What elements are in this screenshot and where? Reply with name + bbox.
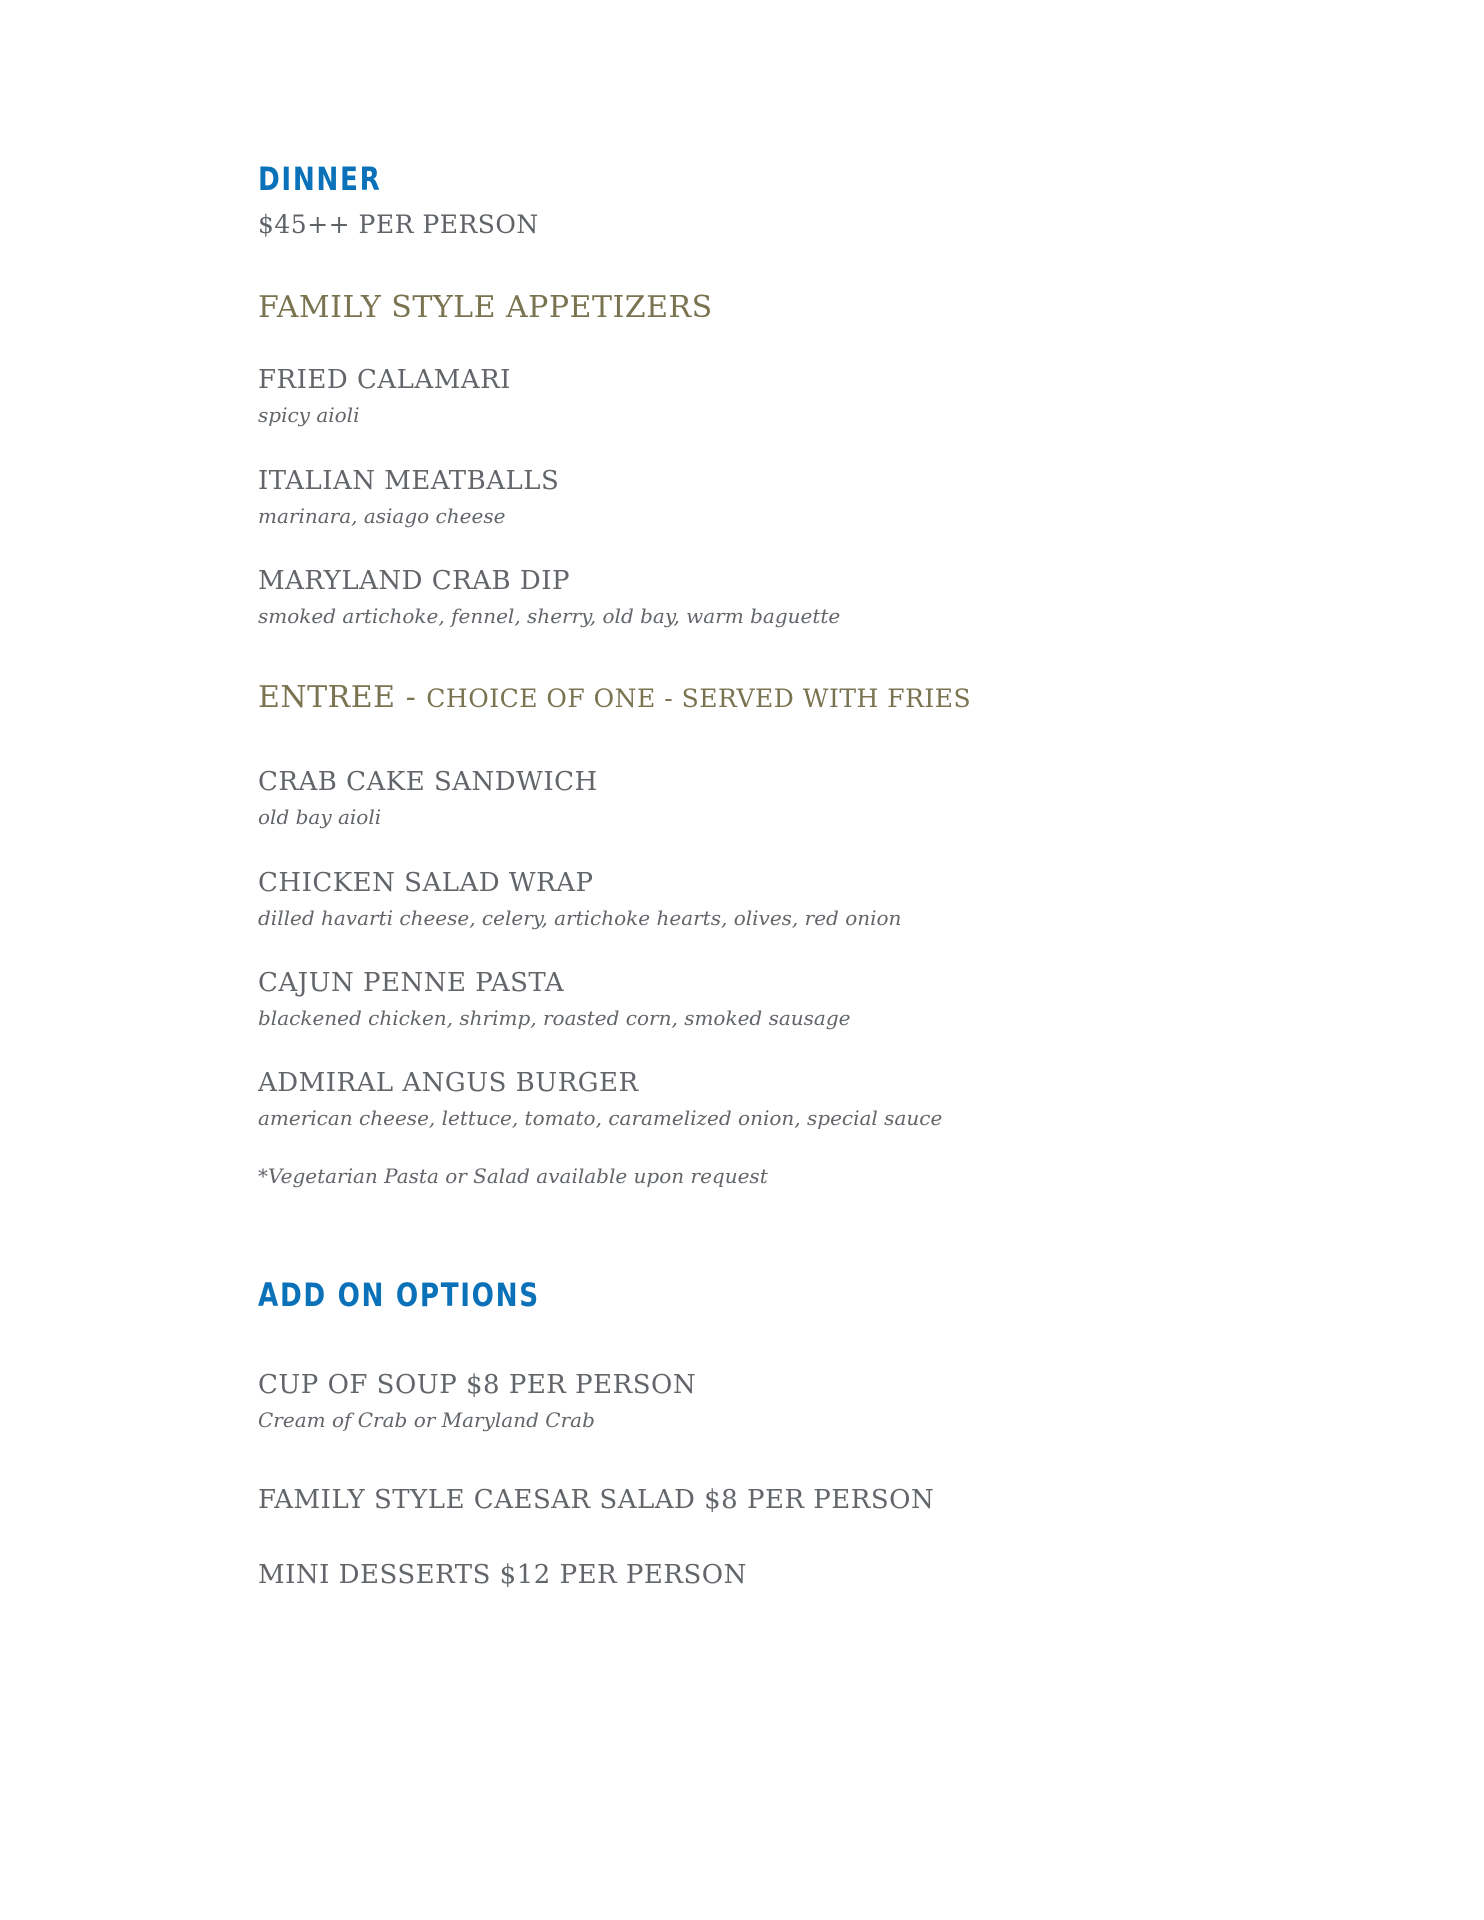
entree-desc: dilled havarti cheese, celery, artichoke hearts, olives, red onion xyxy=(258,906,902,930)
entree-heading-sub: CHOICE OF ONE - SERVED WITH FRIES xyxy=(426,684,972,713)
entree-desc: blackened chicken, shrimp, roasted corn, smoked sausage xyxy=(258,1006,851,1030)
addon-name: FAMILY STYLE CAESAR SALAD $8 PER PERSON xyxy=(258,1485,935,1515)
addon-name: MINI DESSERTS $12 PER PERSON xyxy=(258,1560,747,1590)
entree-heading xyxy=(258,680,971,715)
entree-name: CRAB CAKE SANDWICH xyxy=(258,767,598,797)
addon-name: CUP OF SOUP $8 PER PERSON xyxy=(258,1370,697,1400)
vegetarian-note: *Vegetarian Pasta or Salad available upon request xyxy=(258,1164,768,1188)
dinner-price: $45++ PER PERSON xyxy=(258,210,539,239)
entree-desc: old bay aioli xyxy=(258,805,382,829)
entree-heading-main: ENTREE - xyxy=(258,680,427,715)
appetizer-desc: marinara, asiago cheese xyxy=(258,504,506,528)
entree-desc: american cheese, lettuce, tomato, caramelized onion, special sauce xyxy=(258,1106,943,1130)
appetizer-name: ITALIAN MEATBALLS xyxy=(258,466,560,496)
entree-name: ADMIRAL ANGUS BURGER xyxy=(258,1068,639,1098)
appetizer-desc: spicy aioli xyxy=(258,403,360,427)
appetizer-name: MARYLAND CRAB DIP xyxy=(258,566,570,596)
addon-desc: Cream of Crab or Maryland Crab xyxy=(258,1408,595,1432)
appetizer-name: FRIED CALAMARI xyxy=(258,365,511,395)
appetizer-desc: smoked artichoke, fennel, sherry, old bay, warm baguette xyxy=(258,604,841,628)
entree-name: CAJUN PENNE PASTA xyxy=(258,968,565,998)
appetizers-heading: FAMILY STYLE APPETIZERS xyxy=(258,290,713,325)
dinner-title: DINNER xyxy=(258,160,382,198)
addons-title: ADD ON OPTIONS xyxy=(258,1276,540,1314)
entree-name: CHICKEN SALAD WRAP xyxy=(258,868,594,898)
